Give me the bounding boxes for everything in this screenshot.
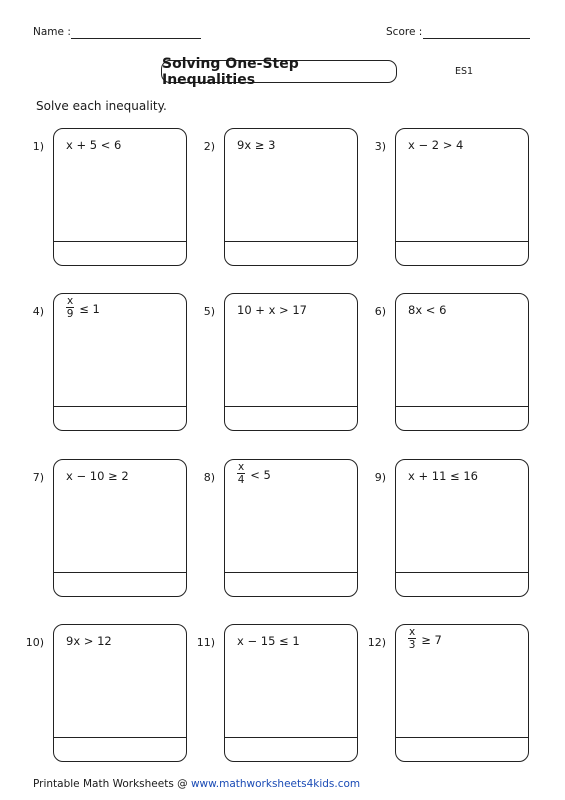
problem-number: 10): [25, 636, 44, 649]
answer-divider: [225, 241, 357, 242]
inequality-text: x − 10 ≥ 2: [66, 469, 129, 483]
inequality: [237, 303, 307, 317]
inequality-text: ≥ 7: [421, 633, 442, 647]
footer: [33, 778, 360, 790]
fraction-numerator: x: [67, 295, 74, 307]
inequality-text: < 5: [250, 468, 271, 482]
problem-number: 1): [32, 140, 44, 153]
inequality: [66, 138, 121, 152]
inequality: [237, 634, 300, 648]
answer-divider: [396, 737, 528, 738]
problem-box[interactable]: [53, 624, 187, 762]
sheet-code: ES1: [455, 66, 474, 77]
fraction-denominator: 3: [408, 639, 416, 651]
problem-number: 7): [32, 471, 44, 484]
problem-number: 6): [374, 305, 386, 318]
problem-number: 4): [32, 305, 44, 318]
inequality-text: 10 + x > 17: [237, 303, 307, 317]
problem-number: 3): [374, 140, 386, 153]
problem-box[interactable]: [395, 293, 529, 431]
inequality: [408, 138, 463, 152]
problem-box[interactable]: [224, 624, 358, 762]
inequality: [66, 295, 100, 320]
answer-divider: [54, 241, 186, 242]
fraction: [237, 462, 245, 486]
problem-box[interactable]: [53, 459, 187, 597]
inequality-text: 9x ≥ 3: [237, 138, 276, 152]
footer-text: Printable Math Worksheets @: [33, 778, 191, 790]
answer-divider: [54, 406, 186, 407]
inequality-text: x + 5 < 6: [66, 138, 122, 152]
name-field[interactable]: [71, 38, 201, 39]
fraction-denominator: 4: [237, 474, 245, 486]
inequality: [66, 469, 129, 483]
problem-number: 8): [203, 471, 215, 484]
answer-divider: [54, 737, 186, 738]
answer-divider: [225, 572, 357, 573]
problem-number: 9): [374, 471, 386, 484]
problem-box[interactable]: [395, 624, 529, 762]
answer-divider: [54, 572, 186, 573]
instructions: Solve each inequality.: [36, 99, 167, 113]
inequality: [237, 138, 275, 152]
problem-number: 2): [203, 140, 215, 153]
inequality-text: x − 2 > 4: [408, 138, 464, 152]
problem-box[interactable]: [395, 459, 529, 597]
name-label: Name :: [33, 26, 71, 38]
answer-divider: [396, 572, 528, 573]
answer-divider: [225, 406, 357, 407]
inequality: [408, 626, 442, 651]
footer-link[interactable]: www.mathworksheets4kids.com: [190, 778, 361, 790]
problem-box[interactable]: [224, 293, 358, 431]
problem-box[interactable]: [395, 128, 529, 266]
problem-number: 5): [203, 305, 215, 318]
inequality-text: x + 11 ≤ 16: [408, 469, 478, 483]
problem-box[interactable]: [224, 459, 358, 597]
page-title: Solving One-Step Inequalities: [161, 60, 397, 83]
inequality-text: ≤ 1: [79, 302, 100, 316]
inequality-text: 9x > 12: [66, 634, 112, 648]
inequality: [237, 461, 271, 486]
problem-box[interactable]: [53, 293, 187, 431]
fraction: [408, 627, 416, 651]
fraction-denominator: 9: [66, 308, 74, 320]
inequality-text: 8x < 6: [408, 303, 447, 317]
score-label: Score :: [386, 26, 423, 38]
inequality-text: x − 15 ≤ 1: [237, 634, 300, 648]
problem-box[interactable]: [53, 128, 187, 266]
fraction-numerator: x: [238, 461, 245, 473]
fraction: [66, 296, 74, 320]
problem-number: 12): [367, 636, 386, 649]
inequality: [408, 303, 446, 317]
fraction-numerator: x: [409, 626, 416, 638]
inequality: [408, 469, 478, 483]
problem-box[interactable]: [224, 128, 358, 266]
score-field[interactable]: [423, 38, 530, 39]
answer-divider: [396, 241, 528, 242]
problem-number: 11): [196, 636, 215, 649]
inequality: [66, 634, 112, 648]
answer-divider: [225, 737, 357, 738]
answer-divider: [396, 406, 528, 407]
